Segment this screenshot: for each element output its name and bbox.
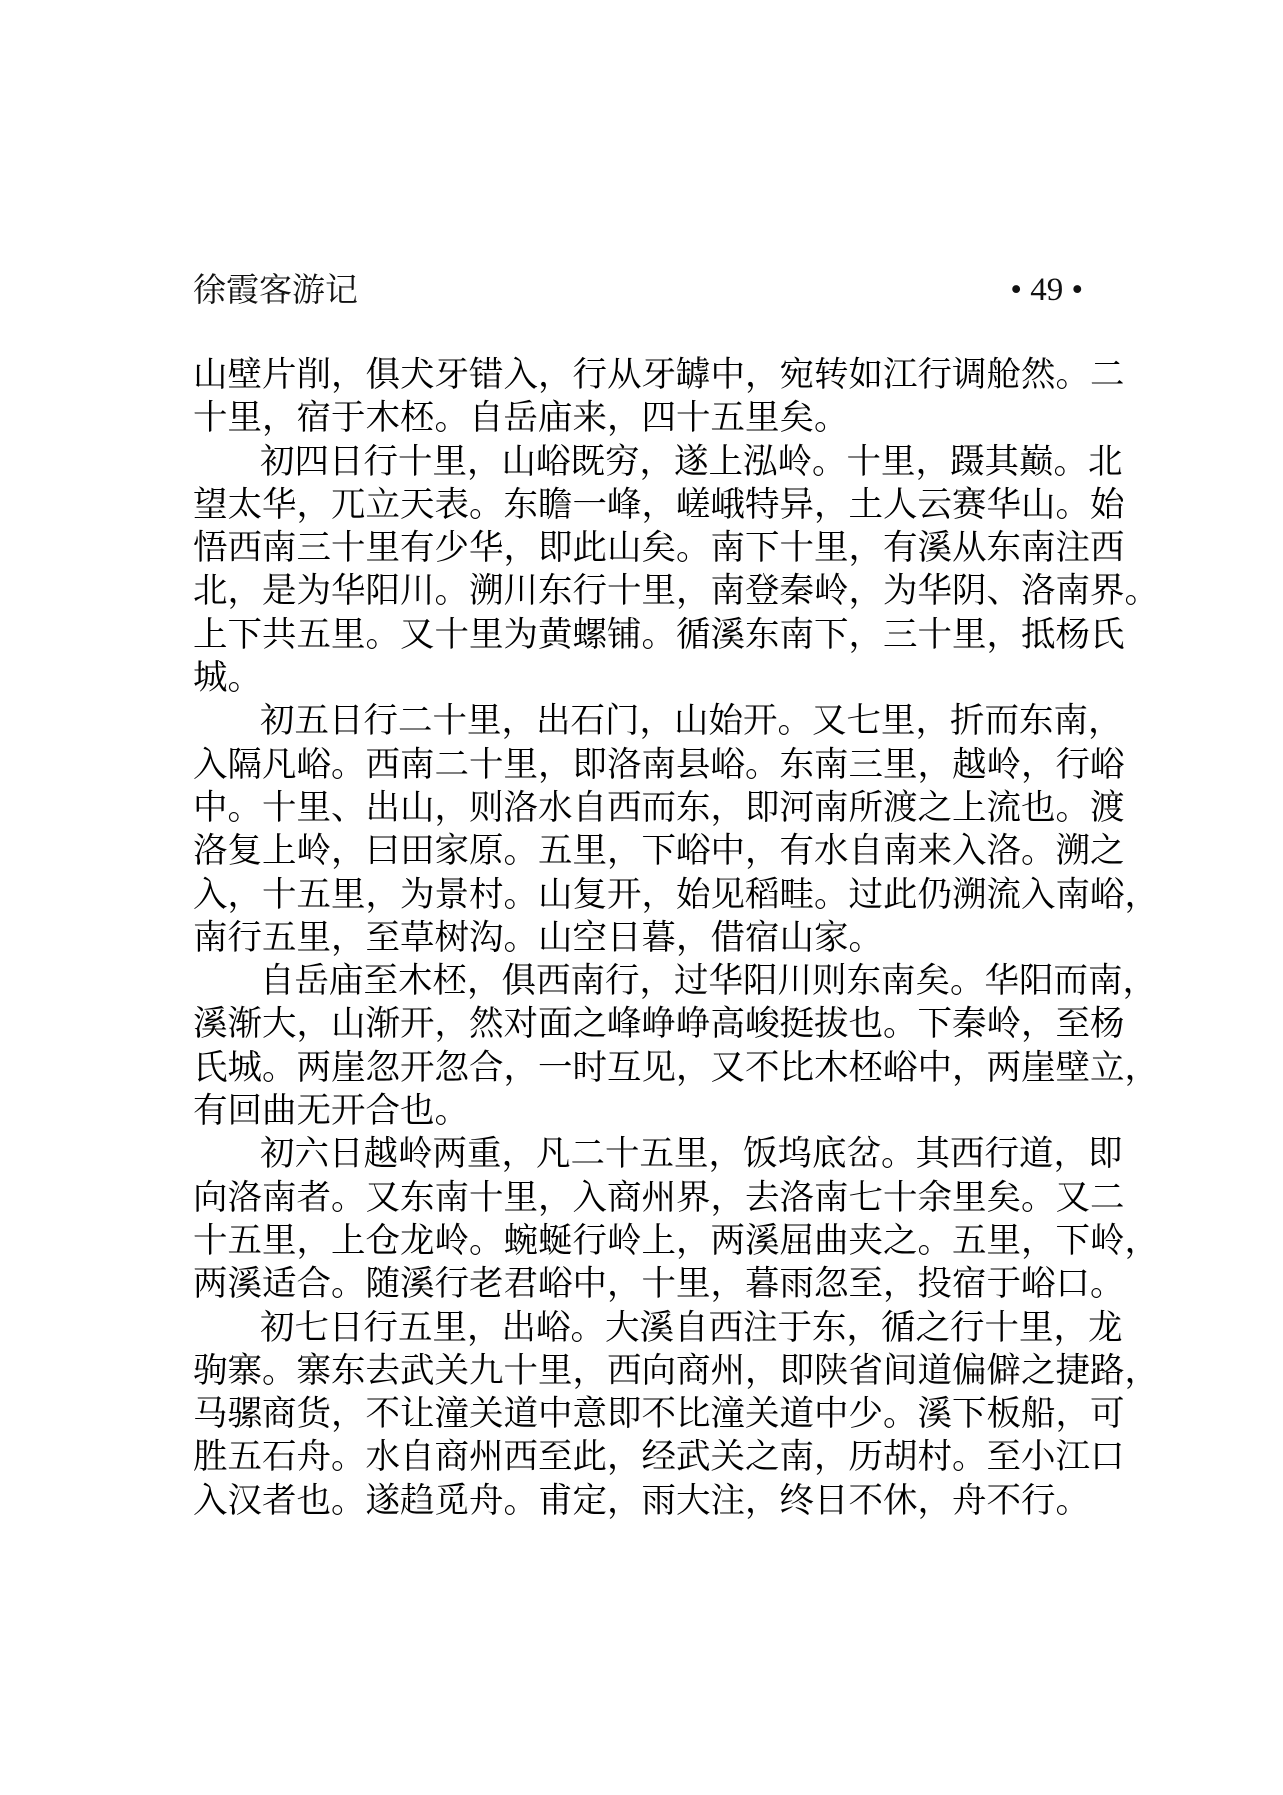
text-line: 马骡商货，不让潼关道中意即不比潼关道中少。溪下板船，可	[193, 1394, 1125, 1435]
text-line: 城。	[193, 658, 262, 699]
book-title: 徐霞客游记	[193, 270, 358, 309]
text-line: 向洛南者。又东南十里，入商州界，去洛南七十余里矣。又二	[193, 1177, 1125, 1218]
text-line: 北，是为华阳川。溯川东行十里，南登秦岭，为华阴、洛南界。	[193, 571, 1159, 612]
text-line: 氏城。两崖忽开忽合，一时互见，又不比木柸峪中，两崖壁立，	[193, 1047, 1159, 1088]
text-line: 十里，宿于木柸。自岳庙来，四十五里矣。	[193, 398, 849, 439]
text-line: 山壁片削，俱犬牙错入，行从牙罅中，宛转如江行调舱然。二	[193, 355, 1125, 395]
text-line: 初七日行五里，出峪。大溪自西注于东，循之行十里，龙	[260, 1307, 1123, 1348]
text-line: 两溪适合。随溪行老君峪中，十里，暮雨忽至，投宿于峪口。	[193, 1264, 1125, 1305]
text-line: 入隔凡峪。西南二十里，即洛南县峪。东南三里，越岭，行峪	[193, 744, 1125, 785]
text-line: 入，十五里，为景村。山复开，始见稻畦。过此仍溯流入南峪，	[193, 874, 1159, 915]
text-line: 中。十里、出山，则洛水自西而东，即河南所渡之上流也。渡	[193, 787, 1125, 828]
paragraph	[193, 354, 1125, 441]
text-line: 有回曲无开合也。	[193, 1091, 469, 1132]
text-line: 十五里，上仓龙岭。蜿蜒行岭上，两溪屈曲夹之。五里，下岭，	[193, 1220, 1159, 1261]
text-line: 自岳庙至木柸，俱西南行，过华阳川则东南矣。华阳而南，	[260, 961, 1157, 1002]
text-line: 胜五石舟。水自商州西至此，经武关之南，历胡村。至小江口	[193, 1437, 1125, 1478]
paragraph	[193, 960, 1159, 1133]
text-line: 初五日行二十里，出石门，山始开。又七里，折而东南，	[260, 701, 1123, 742]
text-line: 溪渐大，山渐开，然对面之峰峥峥高峻挺拔也。下秦岭，至杨	[193, 1004, 1125, 1045]
text-line: 驹寨。寨东去武关九十里，西向商州，即陕省间道偏僻之捷路，	[193, 1350, 1159, 1391]
page-number: • 49 •	[1010, 272, 1083, 308]
text-line: 初六日越岭两重，凡二十五里，饭坞底岔。其西行道，即	[260, 1134, 1123, 1175]
paragraph	[193, 441, 1159, 701]
text-line: 洛复上岭，曰田家原。五里，下峪中，有水自南来入洛。溯之	[193, 831, 1125, 872]
paragraph	[193, 700, 1159, 960]
text-line: 入汉者也。遂趋觅舟。甫定，雨大注，终日不休，舟不行。	[193, 1480, 1090, 1521]
text-line: 上下共五里。又十里为黄螺铺。循溪东南下，三十里，抵杨氏	[193, 614, 1125, 655]
text-line: 望太华，兀立天表。东瞻一峰，嵯峨特异，土人云赛华山。始	[193, 484, 1125, 525]
running-header	[193, 268, 1083, 312]
text-line: 悟西南三十里有少华，即此山矣。南下十里，有溪从东南注西	[193, 528, 1125, 569]
text-line: 南行五里，至草树沟。山空日暮，借宿山家。	[193, 917, 883, 958]
body-text	[193, 354, 1159, 1523]
text-line: 初四日行十里，山峪既穷，遂上泓岭。十里，蹑其巅。北	[260, 441, 1123, 482]
paragraph	[193, 1133, 1159, 1306]
paragraph	[193, 1307, 1159, 1523]
